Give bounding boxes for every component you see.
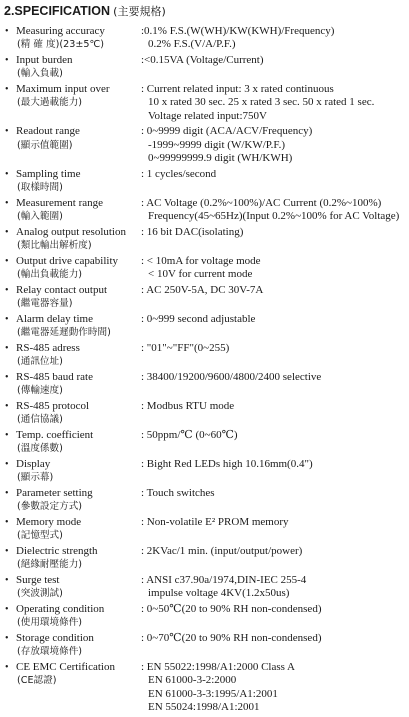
spec-value-line: : Modbus RTU mode: [141, 399, 235, 412]
spec-label: [5, 632, 94, 659]
spec-value: [141, 487, 407, 514]
spec-row: [5, 197, 407, 224]
spec-label: [5, 168, 80, 195]
spec-label: [5, 574, 63, 601]
spec-value-line: -1999~9999 digit (W/KW/P.F.): [148, 138, 286, 151]
spec-value-line: : EN 55022:1998/A1:2000 Class A: [141, 660, 296, 673]
spec-row: [5, 632, 407, 659]
spec-value-line: : < 10mA for voltage mode: [141, 254, 261, 267]
bullet-icon: •: [5, 458, 9, 470]
spec-label: [5, 284, 107, 311]
spec-value: [141, 25, 407, 52]
spec-row: [5, 400, 407, 427]
spec-label-en: Dielectric strength: [16, 544, 98, 557]
spec-row: [5, 255, 407, 282]
spec-label-en: Operating condition: [16, 602, 105, 615]
spec-value-line: : 1 cycles/second: [141, 167, 217, 180]
spec-label-en: Analog output resolution: [16, 225, 126, 238]
bullet-icon: •: [5, 632, 9, 644]
spec-row: [5, 54, 407, 81]
bullet-icon: •: [5, 342, 9, 354]
spec-row: [5, 574, 407, 601]
spec-value: [141, 284, 407, 311]
spec-value: [141, 342, 407, 369]
spec-label-zh: (記憶型式): [17, 530, 63, 542]
spec-value-line: :<0.15VA (Voltage/Current): [141, 54, 264, 66]
spec-label-en: Measurement range: [16, 196, 104, 209]
spec-value-line: 0.2% F.S.(V/A/P.F.): [148, 38, 236, 51]
spec-row: [5, 226, 407, 253]
spec-value: [141, 226, 407, 253]
spec-value: [141, 54, 407, 81]
spec-label-en: Measuring accuracy: [16, 25, 105, 37]
spec-value-line: EN 61000-3-2:2000: [148, 674, 237, 687]
spec-label-zh: (繼電器延遲動作時間): [17, 327, 111, 339]
spec-value-line: : AC 250V-5A, DC 30V-7A: [141, 283, 264, 296]
section-title-en: 2.SPECIFICATION: [4, 4, 111, 18]
bullet-icon: •: [5, 429, 9, 441]
spec-row: [5, 313, 407, 340]
bullet-icon: •: [5, 55, 9, 66]
spec-label-en: Storage condition: [16, 631, 94, 644]
spec-label-zh: (突波測試): [17, 588, 63, 600]
spec-label: [5, 603, 104, 630]
spec-row: [5, 487, 407, 514]
spec-label-zh: (精 確 度)(23±5℃): [17, 39, 104, 51]
spec-label-zh: (溫度係數): [17, 443, 63, 455]
spec-label-zh: (絕緣耐壓能力): [17, 559, 83, 571]
spec-label-zh: (存放環境條件): [17, 646, 83, 658]
spec-value-line: : 38400/19200/9600/4800/2400 selective: [141, 370, 322, 383]
spec-label-en: Alarm delay time: [16, 312, 93, 325]
spec-label-zh: (顯示幕): [17, 472, 54, 484]
bullet-icon: •: [5, 26, 9, 37]
spec-label-en: RS-485 protocol: [16, 399, 90, 412]
spec-label-en: Readout range: [16, 125, 80, 138]
spec-value-line: : Current related input: 3 x rated continuous: [141, 83, 334, 95]
bullet-icon: •: [5, 226, 9, 238]
spec-value-line: : 0~999 second adjustable: [141, 312, 256, 325]
spec-label: [5, 54, 73, 81]
spec-label: [5, 125, 80, 152]
spec-value-line: 0~99999999.9 digit (WH/KWH): [148, 152, 293, 165]
spec-label: [5, 661, 115, 688]
spec-value-line: : "01"~"FF"(0~255): [141, 341, 230, 354]
spec-value: [141, 516, 407, 543]
spec-value: [141, 197, 407, 224]
spec-label-zh: (通信協議): [17, 414, 63, 426]
spec-label-en: Display: [16, 457, 51, 470]
spec-label-zh: (類比輸出解析度): [17, 240, 92, 252]
spec-row: [5, 603, 407, 630]
bullet-icon: •: [5, 661, 9, 673]
spec-value: [141, 168, 407, 195]
section-title-zh: (主要規格): [113, 5, 166, 18]
spec-row: [5, 83, 407, 123]
spec-label-zh: (取樣時間): [17, 182, 63, 194]
spec-value: [141, 632, 407, 659]
bullet-icon: •: [5, 197, 9, 209]
spec-value: [141, 661, 407, 715]
spec-label-zh: (繼電器容量): [17, 298, 73, 310]
spec-value-line: : 0~70℃(20 to 90% RH non-condensed): [141, 631, 322, 644]
spec-value-line: 10 x rated 30 sec. 25 x rated 3 sec. 50 x rated 1 sec.: [148, 96, 375, 109]
spec-label: [5, 83, 110, 110]
spec-value-line: impulse voltage 4KV(1.2x50us): [148, 587, 290, 600]
bullet-icon: •: [5, 255, 9, 267]
spec-label-zh: (輸入範圍): [17, 211, 63, 223]
spec-value-line: : AC Voltage (0.2%~100%)/AC Current (0.2%~100%): [141, 196, 382, 209]
spec-label-zh: (參數設定方式): [17, 501, 83, 513]
spec-value: [141, 400, 407, 427]
spec-label-en: RS-485 adress: [16, 341, 80, 354]
spec-value-line: EN 61000-3-3:1995/A1:2001: [148, 687, 278, 700]
bullet-icon: •: [5, 545, 9, 557]
spec-value: [141, 125, 407, 165]
spec-value-line: : 2KVac/1 min. (input/output/power): [141, 544, 303, 557]
bullet-icon: •: [5, 516, 9, 528]
spec-value-line: : 16 bit DAC(isolating): [141, 225, 244, 238]
spec-label: [5, 516, 81, 543]
spec-label-en: Output drive capability: [16, 254, 119, 267]
spec-label: [5, 371, 93, 398]
spec-value-line: Voltage related input:750V: [148, 109, 267, 122]
spec-label-en: Temp. coefficient: [16, 428, 94, 441]
spec-value: [141, 603, 407, 630]
spec-label-en: CE EMC Certification: [16, 660, 115, 673]
spec-value-line: : Non-volatile E² PROM memory: [141, 515, 289, 528]
spec-row: [5, 545, 407, 572]
spec-label-zh: (輸入負載): [17, 68, 63, 80]
spec-value: [141, 255, 407, 282]
spec-value-line: Frequency(45~65Hz)(Input 0.2%~100% for AC Voltage): [148, 210, 400, 223]
spec-label: [5, 487, 93, 514]
bullet-icon: •: [5, 126, 9, 138]
spec-value: [141, 574, 407, 601]
spec-label: [5, 458, 53, 485]
spec-row: [5, 284, 407, 311]
spec-value-line: : 0~50℃(20 to 90% RH non-condensed): [141, 602, 322, 615]
spec-value-line: : Bight Red LEDs high 10.16mm(0.4"): [141, 457, 313, 470]
spec-label-zh: (輸出負載能力): [17, 269, 83, 281]
bullet-icon: •: [5, 168, 9, 180]
bullet-icon: •: [5, 574, 9, 586]
spec-value-line: : ANSI c37.90a/1974,DIN-IEC 255-4: [141, 573, 307, 586]
spec-value-line: : 0~9999 digit (ACA/ACV/Frequency): [141, 125, 313, 138]
spec-row: [5, 168, 407, 195]
spec-value: [141, 458, 407, 485]
bullet-icon: •: [5, 284, 9, 296]
spec-row: [5, 25, 407, 52]
spec-row: [5, 342, 407, 369]
bullet-icon: •: [5, 487, 9, 499]
spec-label-zh: (使用環境條件): [17, 617, 83, 629]
spec-row: [5, 458, 407, 485]
spec-label-en: Memory mode: [16, 515, 82, 528]
spec-label-en: Maximum input over: [16, 83, 110, 95]
spec-value: [141, 83, 407, 123]
spec-label: [5, 255, 118, 282]
bullet-icon: •: [5, 603, 9, 615]
spec-value-line: : Touch switches: [141, 486, 215, 499]
bullet-icon: •: [5, 371, 9, 383]
spec-row: [5, 371, 407, 398]
spec-label-zh: (傳輸速度): [17, 385, 63, 397]
spec-label-en: Sampling time: [16, 167, 81, 180]
specification-list: [5, 25, 407, 717]
spec-value: [141, 545, 407, 572]
spec-row: [5, 429, 407, 456]
spec-label: [5, 342, 80, 369]
spec-label: [5, 429, 93, 456]
spec-label: [5, 400, 89, 427]
spec-label-zh: (顯示值範圍): [17, 139, 73, 151]
spec-label-en: Surge test: [16, 573, 60, 586]
spec-label-zh: (最大過載能力): [17, 97, 83, 109]
spec-value-line: : 50ppm/℃ (0~60℃): [141, 428, 238, 441]
spec-label: [5, 197, 103, 224]
spec-label: [5, 226, 126, 253]
bullet-icon: •: [5, 400, 9, 412]
spec-value: [141, 371, 407, 398]
spec-label: [5, 545, 98, 572]
spec-label-zh: (通訊位址): [17, 356, 63, 368]
spec-value-line: EN 55024:1998/A1:2001: [148, 701, 260, 714]
spec-row: [5, 125, 407, 165]
spec-label-zh: (CE認證): [17, 675, 57, 687]
spec-row: [5, 516, 407, 543]
spec-value-line: :0.1% F.S.(W(WH)/KW(KWH)/Frequency): [141, 25, 335, 37]
spec-label-en: Input burden: [16, 54, 73, 66]
spec-label-en: Parameter setting: [16, 486, 93, 499]
spec-row: [5, 661, 407, 715]
spec-label: [5, 25, 105, 52]
bullet-icon: •: [5, 313, 9, 325]
bullet-icon: •: [5, 84, 9, 95]
spec-value: [141, 429, 407, 456]
spec-label: [5, 313, 111, 340]
section-title: [4, 3, 166, 19]
spec-label-en: Relay contact output: [16, 283, 108, 296]
spec-label-en: RS-485 baud rate: [16, 370, 93, 383]
spec-value-line: < 10V for current mode: [148, 268, 253, 281]
spec-value: [141, 313, 407, 340]
